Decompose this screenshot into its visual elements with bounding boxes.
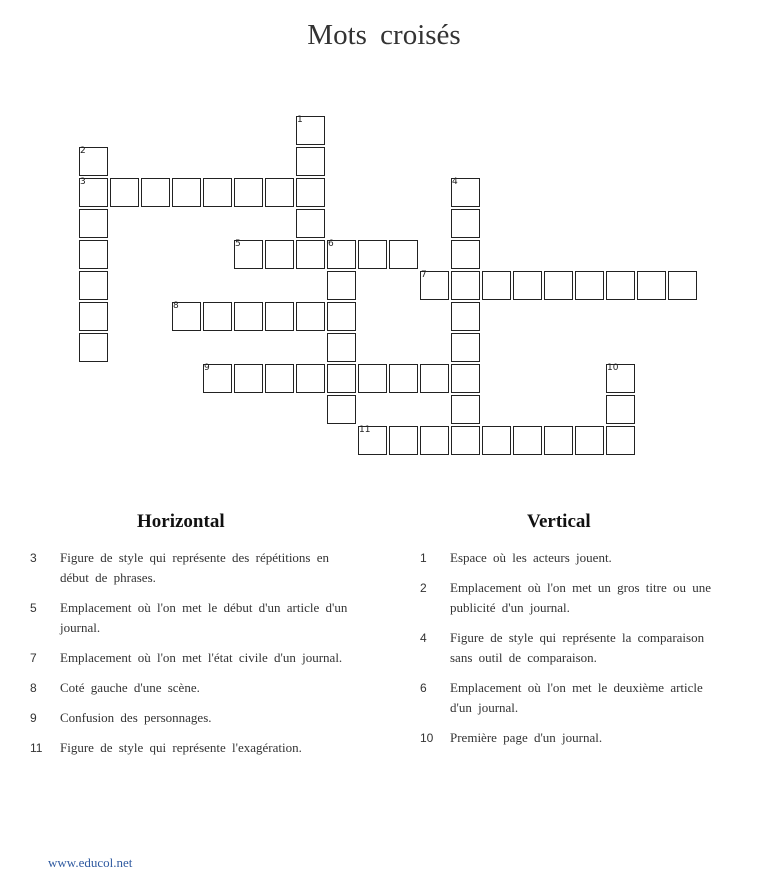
clue-item [30,648,360,668]
clue-text: Figure de style qui représente des répétitions en début de phrases. [60,550,330,585]
clue-item [30,678,360,698]
clue-item [30,548,360,588]
grid-cell[interactable] [234,302,263,331]
grid-cell-number: 4 [452,177,458,187]
grid-cell[interactable] [265,364,294,393]
clue-number: 3 [30,551,37,565]
clue-text: Première page d'un journal. [450,730,603,745]
grid-cell[interactable] [420,364,449,393]
clue-item [420,678,730,718]
grid-cell[interactable] [544,426,573,455]
grid-cell[interactable] [575,271,604,300]
grid-cell[interactable] [203,364,232,393]
clue-number: 6 [420,681,427,695]
clue-number: 1 [420,551,427,565]
clue-text: Emplacement où l'on met un gros titre ou une publicité d'un journal. [450,580,712,615]
grid-cell[interactable] [606,395,635,424]
grid-cell[interactable] [203,178,232,207]
clue-number: 2 [420,581,427,595]
grid-cell[interactable] [172,178,201,207]
clue-item [30,708,360,728]
grid-cell[interactable] [234,240,263,269]
grid-cell[interactable] [234,178,263,207]
clue-item [420,548,730,568]
grid-cell[interactable] [451,302,480,331]
grid-cell[interactable] [79,209,108,238]
grid-cell[interactable] [606,271,635,300]
grid-cell[interactable] [296,116,325,145]
clue-number: 7 [30,651,37,665]
grid-cell[interactable] [172,302,201,331]
horizontal-heading: Horizontal [137,511,225,532]
grid-cell[interactable] [327,364,356,393]
clue-text: Emplacement où l'on met l'état civile d'un journal. [60,650,343,665]
grid-cell[interactable] [482,271,511,300]
grid-cell-number: 7 [421,270,427,280]
grid-cell[interactable] [327,395,356,424]
footer-link[interactable]: www.educol.net [48,855,133,870]
grid-cell[interactable] [668,271,697,300]
grid-cell[interactable] [79,271,108,300]
grid-cell[interactable] [420,271,449,300]
grid-cell-number: 1 [297,115,303,125]
grid-cell[interactable] [451,271,480,300]
horizontal-clue-list [30,548,360,768]
grid-cell[interactable] [637,271,666,300]
grid-cell[interactable] [296,302,325,331]
clue-item [30,598,360,638]
grid-cell[interactable] [265,178,294,207]
clue-text: Emplacement où l'on met le début d'un article d'un journal. [60,600,348,635]
grid-cell[interactable] [327,333,356,362]
clue-text: Emplacement où l'on met le deuxième article d'un journal. [450,680,703,715]
grid-cell[interactable] [327,240,356,269]
grid-cell[interactable] [358,364,387,393]
vertical-heading: Vertical [527,511,591,532]
grid-cell[interactable] [389,364,418,393]
grid-cell-number: 11 [359,425,371,435]
clue-text: Figure de style qui représente l'exagération. [60,740,302,755]
clue-number: 4 [420,631,427,645]
grid-cell[interactable] [79,178,108,207]
grid-cell[interactable] [451,178,480,207]
grid-cell[interactable] [203,302,232,331]
grid-cell[interactable] [79,302,108,331]
grid-cell[interactable] [451,426,480,455]
page-title: Mots croisés [307,19,461,51]
grid-cell[interactable] [79,333,108,362]
grid-cell[interactable] [296,178,325,207]
clue-number: 8 [30,681,37,695]
grid-cell[interactable] [265,240,294,269]
grid-cell-number: 9 [204,363,210,373]
grid-cell[interactable] [234,364,263,393]
grid-cell[interactable] [265,302,294,331]
grid-cell[interactable] [389,426,418,455]
grid-cell[interactable] [358,426,387,455]
grid-cell-number: 6 [328,239,334,249]
grid-cell-number: 3 [80,177,86,187]
clue-item [420,728,730,748]
clue-item [30,738,360,758]
clue-number: 5 [30,601,37,615]
clue-text: Figure de style qui représente la comparaison sans outil de comparaison. [450,630,705,665]
grid-cell[interactable] [482,426,511,455]
grid-cell[interactable] [513,271,542,300]
grid-cell[interactable] [606,364,635,393]
grid-cell[interactable] [141,178,170,207]
grid-cell[interactable] [110,178,139,207]
clue-text: Confusion des personnages. [60,710,212,725]
grid-cell[interactable] [296,209,325,238]
grid-cell[interactable] [451,333,480,362]
clue-number: 10 [420,731,434,745]
grid-cell[interactable] [327,271,356,300]
grid-cell[interactable] [296,147,325,176]
grid-cell[interactable] [451,395,480,424]
grid-cell[interactable] [79,240,108,269]
clue-item [420,628,730,668]
clue-number: 9 [30,711,37,725]
grid-cell[interactable] [606,426,635,455]
clue-number: 11 [30,741,43,755]
grid-cell-number: 8 [173,301,179,311]
grid-cell[interactable] [296,364,325,393]
grid-cell[interactable] [513,426,542,455]
grid-cell-number: 10 [607,363,619,373]
grid-cell[interactable] [544,271,573,300]
grid-cell[interactable] [420,426,449,455]
grid-cell[interactable] [79,147,108,176]
grid-cell[interactable] [296,240,325,269]
grid-cell[interactable] [327,302,356,331]
clue-item [420,578,730,618]
grid-cell[interactable] [451,240,480,269]
grid-cell-number: 2 [80,146,86,156]
grid-cell[interactable] [575,426,604,455]
grid-cell-number: 5 [235,239,241,249]
grid-cell[interactable] [451,209,480,238]
vertical-clue-list [420,548,730,758]
grid-cell[interactable] [358,240,387,269]
clue-text: Espace où les acteurs jouent. [450,550,612,565]
grid-cell[interactable] [389,240,418,269]
clue-text: Coté gauche d'une scène. [60,680,200,695]
grid-cell[interactable] [451,364,480,393]
